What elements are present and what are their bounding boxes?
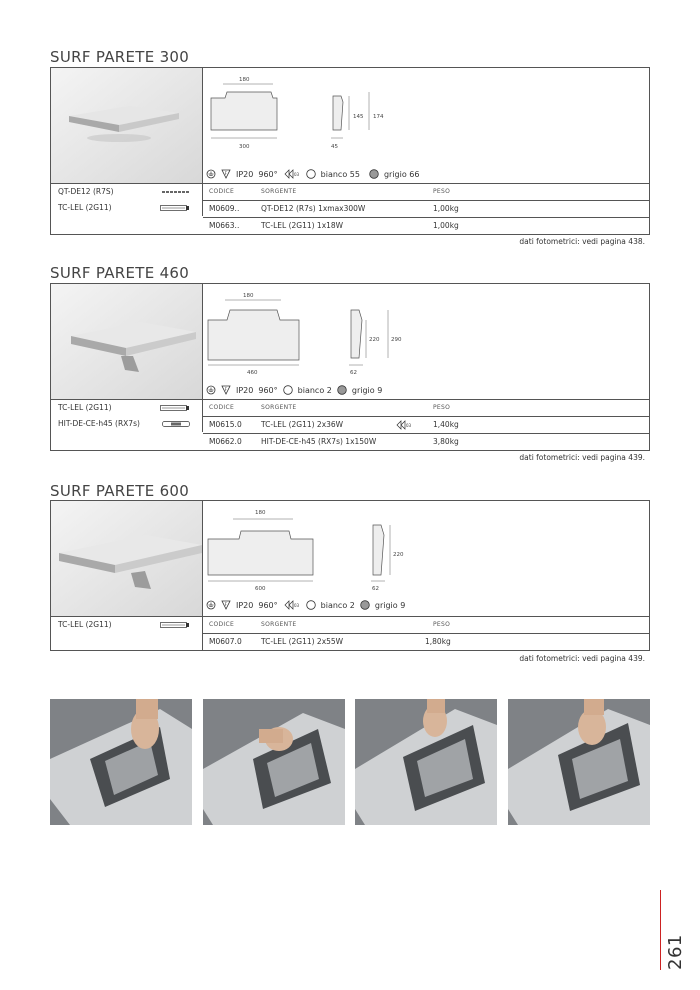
spec-icons-row <box>206 385 649 395</box>
lamp-item: TC-LEL (2G11) <box>51 616 202 651</box>
compact-fluorescent-icon <box>160 405 190 411</box>
f-mark-triangle-icon <box>221 169 231 179</box>
white-finish-swatch-icon <box>306 169 316 179</box>
lamp-item: TC-LEL (2G11) <box>51 200 202 216</box>
spec-icons-row <box>206 600 649 610</box>
lamp-item: QT-DE12 (R7S) <box>51 183 202 200</box>
dim-depth-label: 62 <box>350 370 357 376</box>
product-photo <box>51 68 203 183</box>
white-finish-swatch-icon <box>306 600 316 610</box>
glow-wire-temp: 960° <box>258 600 278 610</box>
installation-photo-1 <box>50 699 192 825</box>
dim-height2-label: 174 <box>373 114 384 120</box>
finish-grey-label: grigio 9 <box>351 385 383 395</box>
dim-top-label: 180 <box>243 293 254 299</box>
page-number <box>660 890 689 970</box>
finish-white-label: bianco 2 <box>320 600 355 610</box>
svg-text:F: F <box>224 602 227 607</box>
grey-finish-swatch-icon <box>337 385 347 395</box>
table-row: M0663.. TC-LEL (2G11) 1x18W 1,00kg <box>203 217 649 234</box>
earth-symbol-icon <box>206 385 216 395</box>
dim-width-label: 460 <box>247 370 258 376</box>
ip-rating: IP20 <box>236 385 254 395</box>
metal-halide-lamp-icon <box>162 421 190 427</box>
lamp-item: TC-LEL (2G11) <box>51 399 202 416</box>
dim-top-label: 180 <box>255 510 266 516</box>
dim-height2-label: 290 <box>391 337 402 343</box>
photometric-note: dati fotometrici: vedi pagina 438. <box>519 237 645 246</box>
grey-finish-swatch-icon <box>360 600 370 610</box>
technical-drawing <box>203 68 649 168</box>
lamp-item: HIT-DE-CE-h45 (RX7s) <box>51 416 202 432</box>
technical-drawing <box>203 284 649 384</box>
product-table <box>203 399 649 450</box>
dim-width-label: 300 <box>239 144 250 150</box>
table-row: M0607.0 TC-LEL (2G11) 2x55W 1,80kg <box>203 633 649 650</box>
earth-symbol-icon <box>206 600 216 610</box>
f-mark-triangle-icon <box>221 385 231 395</box>
compact-fluorescent-icon <box>160 622 190 628</box>
product-table <box>203 183 649 234</box>
enec-mark-icon <box>395 420 413 430</box>
f-mark-triangle-icon <box>221 600 231 610</box>
photometric-note: dati fotometrici: vedi pagina 439. <box>519 453 645 462</box>
svg-text:03: 03 <box>293 172 299 177</box>
table-row: M0615.0 TC-LEL (2G11) 2x36W 03 1,40kg <box>203 416 649 433</box>
section-title-surf-parete-600: SURF PARETE 600 <box>50 482 190 500</box>
finish-white-label: bianco 2 <box>297 385 332 395</box>
table-row: M0609.. QT-DE12 (R7s) 1xmax300W 1,00kg <box>203 200 649 217</box>
finish-white-label: bianco 55 <box>320 169 360 179</box>
table-row: M0662.0 HIT-DE-CE-h45 (RX7s) 1x150W 3,80kg <box>203 433 649 450</box>
finish-grey-label: grigio 9 <box>374 600 406 610</box>
section-title-surf-parete-460: SURF PARETE 460 <box>50 264 190 282</box>
svg-text:F: F <box>224 387 227 392</box>
svg-text:03: 03 <box>293 603 299 608</box>
ip-rating: IP20 <box>236 600 254 610</box>
enec-mark-icon <box>283 169 301 179</box>
installation-photo-4 <box>508 699 650 825</box>
photometric-note: dati fotometrici: vedi pagina 439. <box>519 654 645 663</box>
lamp-list <box>51 183 203 216</box>
finish-grey-label: grigio 66 <box>383 169 420 179</box>
installation-photo-3 <box>355 699 497 825</box>
grey-finish-swatch-icon <box>369 169 379 179</box>
svg-text:F: F <box>224 171 227 176</box>
svg-text:03: 03 <box>406 423 412 428</box>
table-header: CODICE SORGENTE PESO <box>203 399 649 416</box>
dim-depth-label: 45 <box>331 144 338 150</box>
dim-depth-label: 62 <box>372 586 379 592</box>
dim-width-label: 600 <box>255 586 266 592</box>
dim-top-label: 180 <box>239 77 250 83</box>
product-box-460 <box>50 283 650 451</box>
ip-rating: IP20 <box>236 169 254 179</box>
technical-drawing <box>203 501 649 601</box>
earth-symbol-icon <box>206 169 216 179</box>
product-box-300 <box>50 67 650 235</box>
product-box-600 <box>50 500 650 651</box>
dim-height1-label: 220 <box>393 552 404 558</box>
glow-wire-temp: 960° <box>258 169 278 179</box>
product-photo <box>51 284 203 399</box>
installation-photo-2 <box>203 699 345 825</box>
glow-wire-temp: 960° <box>258 385 278 395</box>
lamp-list <box>51 616 203 651</box>
section-title-surf-parete-300: SURF PARETE 300 <box>50 48 190 66</box>
dim-height1-label: 220 <box>369 337 380 343</box>
spec-icons-row <box>206 169 649 179</box>
table-header: CODICE SORGENTE PESO <box>203 616 649 633</box>
enec-mark-icon <box>283 600 301 610</box>
page-number-label: 261 <box>665 934 686 970</box>
lamp-list <box>51 399 203 432</box>
dim-height1-label: 145 <box>353 114 364 120</box>
compact-fluorescent-icon <box>160 205 190 211</box>
product-table <box>203 616 649 650</box>
white-finish-swatch-icon <box>283 385 293 395</box>
linear-lamp-icon <box>162 189 190 195</box>
product-photo <box>51 501 203 616</box>
table-header: CODICE SORGENTE PESO <box>203 183 649 200</box>
